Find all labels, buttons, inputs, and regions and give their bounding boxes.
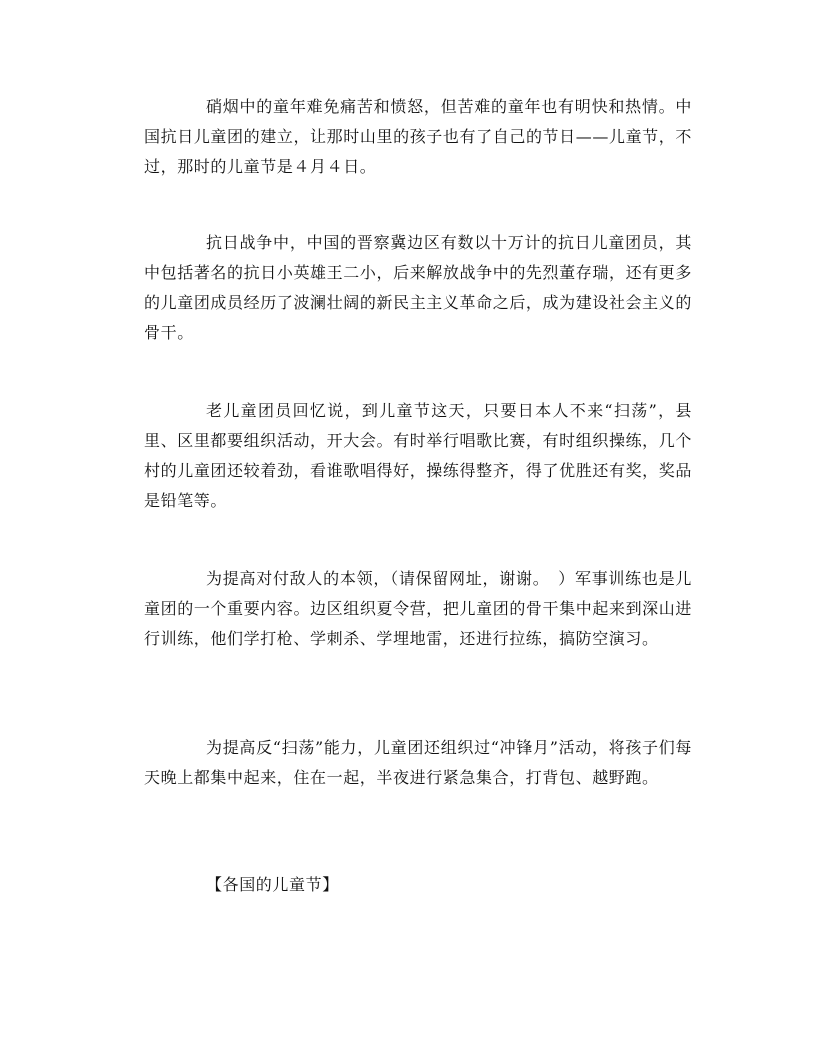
- paragraph-4: [144, 564, 692, 654]
- section-heading: 【各国的儿童节】: [206, 875, 339, 894]
- paragraph-text: 老儿童团员回忆说，到儿童节这天，只要日本人不来“扫荡”，县里、区里都要组织活动，开大会。有时举行唱歌比赛，有时组织操练，几个村的儿童团还较着劲，看谁歌唱得好，操练得整齐，得了优胜还有奖，奖品是铅笔等。: [144, 401, 692, 510]
- paragraph-text: 抗日战争中，中国的晋察冀边区有数以十万计的抗日儿童团员，其中包括著名的抗日小英雄王二小，后来解放战争中的先烈董存瑞，还有更多的儿童团成员经历了波澜壮阔的新民主主义革命之后，成为建设社会主义的骨干。: [144, 233, 692, 342]
- paragraph-text: 硝烟中的童年难免痛苦和愤怒，但苦难的童年也有明快和热情。中国抗日儿童团的建立，让那时山里的孩子也有了自己的节日——儿童节，不过，那时的儿童节是４月４日。: [144, 97, 692, 176]
- paragraph-1: [144, 92, 692, 182]
- paragraph-5: [144, 733, 692, 793]
- paragraph-3: [144, 396, 692, 516]
- paragraph-text: 为提高对付敌人的本领，（请保留网址，谢谢。 ）军事训练也是儿童团的一个重要内容。边区组织夏令营，把儿童团的骨干集中起来到深山进行训练，他们学打枪、学刺杀、学埋地雷，还进行拉练，搞防空演习。: [144, 569, 692, 648]
- paragraph-2: [144, 228, 692, 348]
- paragraph-text: 为提高反“扫荡”能力，儿童团还组织过“冲锋月”活动，将孩子们每天晚上都集中起来，住在一起，半夜进行紧急集合，打背包、越野跑。: [144, 738, 692, 787]
- section-heading-block: [144, 870, 692, 900]
